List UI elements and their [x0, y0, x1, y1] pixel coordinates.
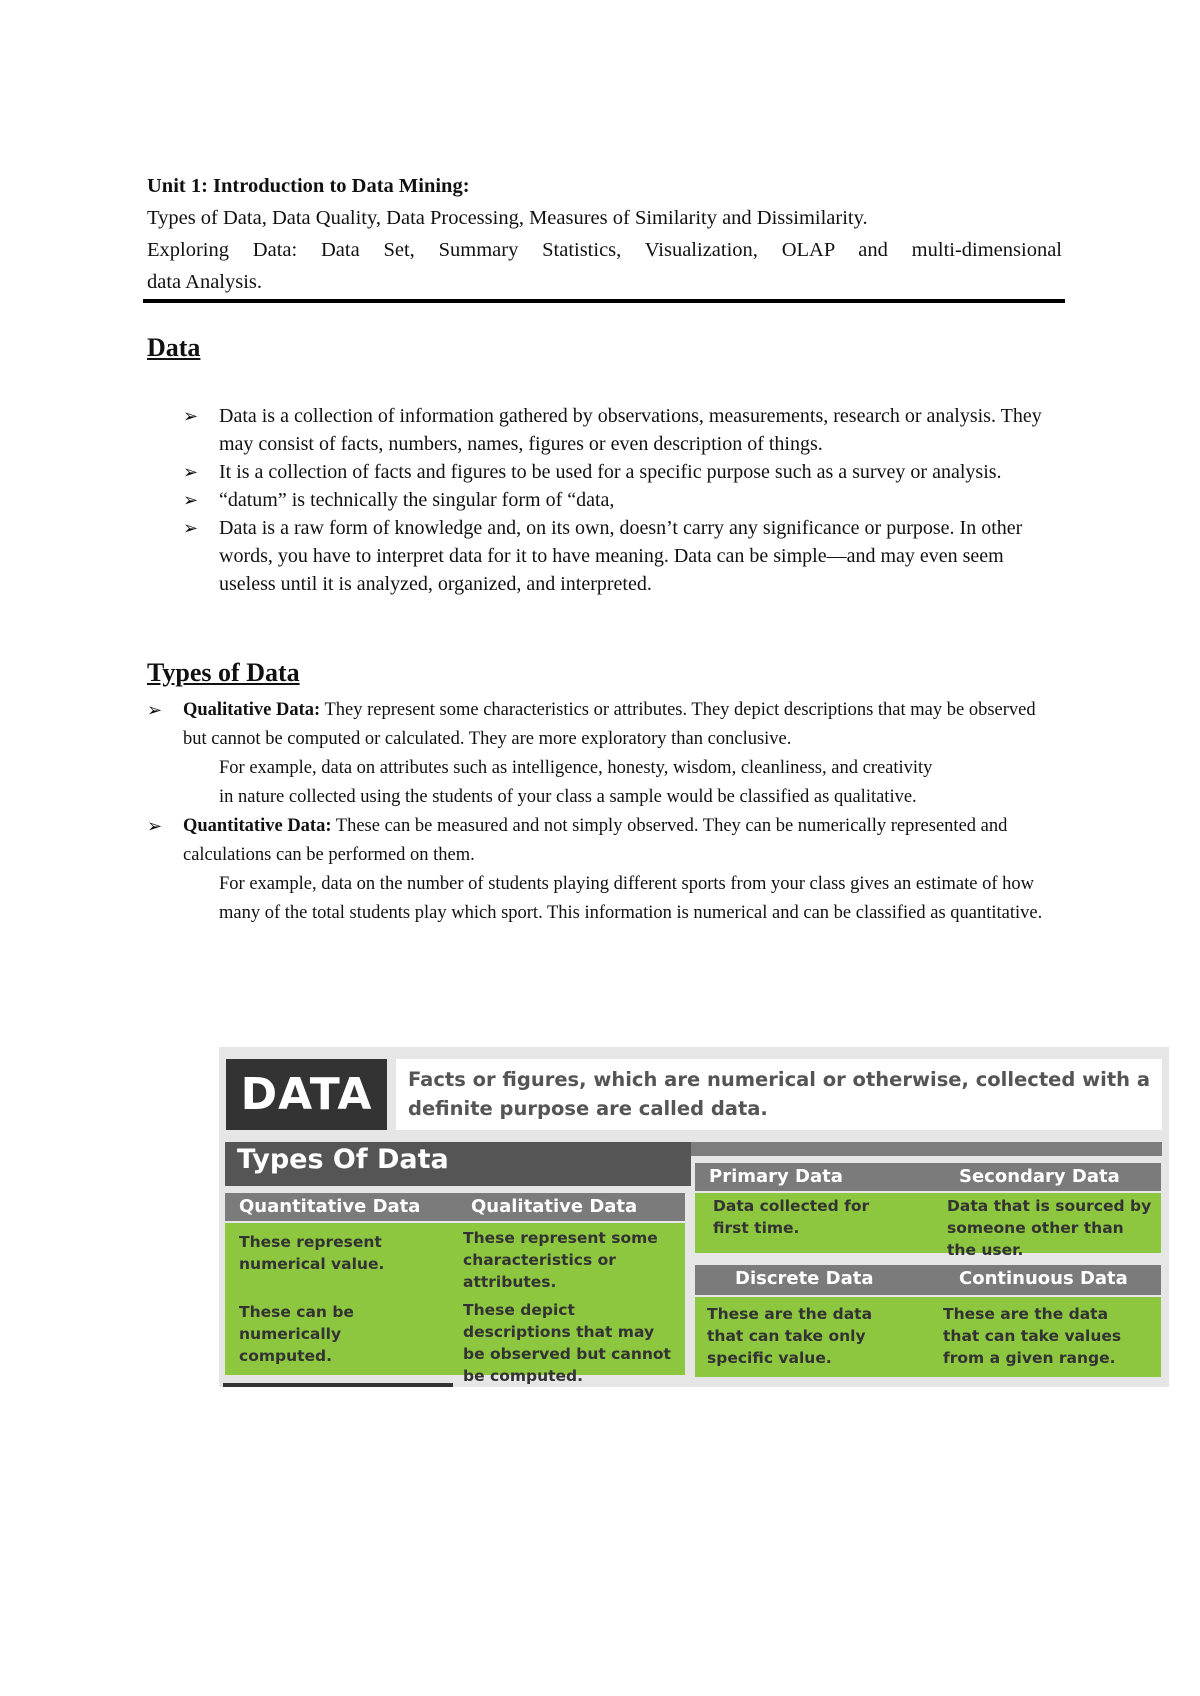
arrow-bullet-icon: ➢ — [147, 816, 163, 836]
primary-header: Primary Data — [709, 1166, 843, 1187]
unit-topics-line-1: Types of Data, Data Quality, Data Processing, Measures of Similarity and Dissimilarity. — [147, 207, 868, 229]
types-of-data-title: Types Of Data — [225, 1142, 691, 1186]
discrete-header: Discrete Data — [735, 1268, 874, 1289]
data-bullet-list — [183, 402, 1063, 598]
primary-secondary-header — [695, 1163, 1161, 1191]
unit-title: Unit 1: Introduction to Data Mining: — [147, 175, 470, 197]
qualitative-bullet — [147, 696, 1062, 812]
discrete-continuous-header — [695, 1265, 1161, 1295]
quantitative-example: For example, data on the number of students playing different sports from your class gives an estimate of how many of the total students play which sport. This information is numerical and can be classified as quantitative. — [219, 874, 1043, 923]
quant-qual-header — [225, 1193, 685, 1221]
data-bullet — [183, 486, 1063, 514]
unit-topics-line-2: Exploring Data: Data Set, Summary Statistics, Visualization, OLAP and multi-dimensional — [147, 239, 1062, 261]
arrow-bullet-icon: ➢ — [183, 406, 199, 426]
continuous-text: These are the data that can take values from a given range. — [943, 1305, 1122, 1367]
bullet-text: It is a collection of facts and figures to be used for a specific purpose such as a survey or analysis. — [219, 461, 1002, 483]
types-of-data-heading: Types of Data — [147, 658, 300, 687]
quantitative-header: Quantitative Data — [239, 1196, 421, 1217]
quantitative-text-1: These represent numerical value. — [239, 1233, 385, 1273]
qualitative-text: They represent some characteristics or attributes. They depict descriptions that may be observed but cannot be computed or calculated. They are more exploratory than conclusive. — [183, 700, 1036, 749]
arrow-bullet-icon: ➢ — [183, 490, 199, 510]
quantitative-label: Quantitative Data: — [183, 816, 332, 836]
types-of-data-infographic — [219, 1047, 1169, 1387]
bullet-text: Data is a collection of information gathered by observations, measurements, research or analysis. They may consist of facts, numbers, names, figures or even description of things. — [219, 405, 1042, 455]
data-title-box: DATA — [226, 1059, 387, 1130]
data-bullet — [183, 402, 1063, 458]
discrete-continuous-body — [695, 1297, 1161, 1377]
discrete-text: These are the data that can take only specific value. — [707, 1305, 873, 1367]
bullet-text: “datum” is technically the singular form of “data, — [219, 489, 615, 511]
secondary-text: Data that is sourced by someone other than the user. — [947, 1197, 1152, 1259]
qualitative-header: Qualitative Data — [471, 1196, 638, 1217]
quantitative-text: These can be measured and not simply observed. They can be numerically represented and calculations can be performed on them. — [183, 816, 1008, 865]
types-bullet-list — [147, 696, 1062, 928]
qualitative-label: Qualitative Data: — [183, 700, 321, 720]
secondary-header: Secondary Data — [959, 1166, 1120, 1187]
qualitative-text-1: These represent some characteristics or attributes. — [463, 1229, 658, 1291]
bullet-text: Data is a raw form of knowledge and, on its own, doesn’t carry any significance or purpose. In other words, you have to interpret data for it to have meaning. Data can be simple—and may even seem useless until it is analyzed, organized, and interpreted. — [219, 517, 1023, 595]
header-strip — [691, 1142, 1162, 1156]
unit-topics-line-3: data Analysis. — [147, 271, 263, 293]
arrow-bullet-icon: ➢ — [183, 518, 199, 538]
primary-text: Data collected for first time. — [713, 1197, 870, 1237]
qualitative-example-2: in nature collected using the students of your class a sample would be classified as qualitative. — [219, 787, 917, 807]
data-definition: Facts or figures, which are numerical or otherwise, collected with a definite purpose are called data. — [396, 1059, 1162, 1130]
bottom-bar — [223, 1383, 453, 1387]
unit-header — [147, 170, 1062, 298]
arrow-bullet-icon: ➢ — [183, 462, 199, 482]
data-bullet — [183, 514, 1063, 598]
data-bullet — [183, 458, 1063, 486]
quant-qual-body — [225, 1223, 685, 1385]
primary-secondary-body — [695, 1193, 1161, 1259]
data-heading: Data — [147, 333, 201, 362]
quantitative-text-2: These can be numerically computed. — [239, 1303, 354, 1365]
qualitative-example-1: For example, data on attributes such as intelligence, honesty, wisdom, cleanliness, and creativity — [219, 758, 933, 778]
quantitative-bullet — [147, 812, 1062, 928]
qualitative-text-2: These depict descriptions that may be observed but cannot be computed. — [463, 1301, 671, 1385]
header-divider — [143, 299, 1065, 303]
continuous-header: Continuous Data — [959, 1268, 1128, 1289]
arrow-bullet-icon: ➢ — [147, 700, 163, 720]
